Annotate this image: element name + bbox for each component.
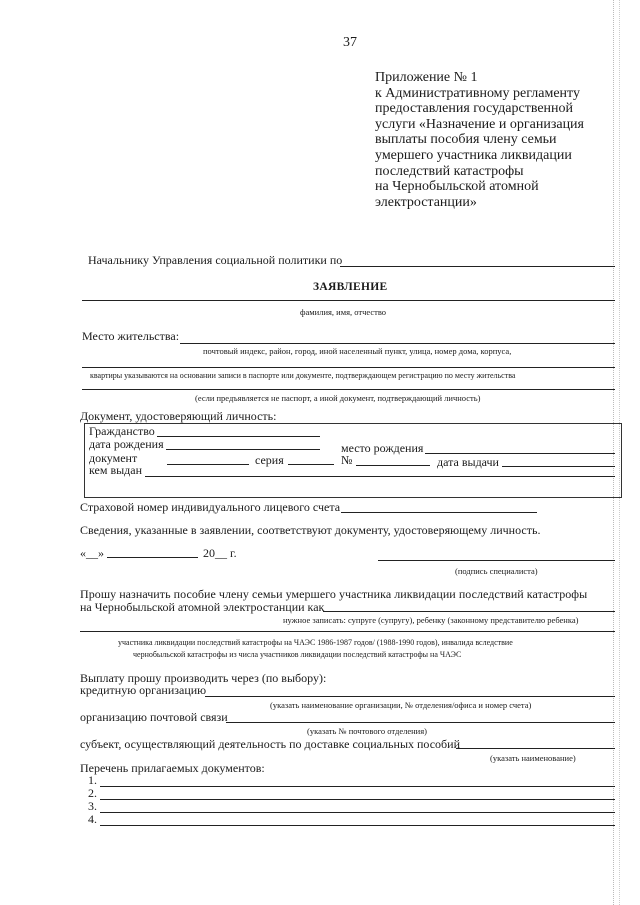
date-month-field[interactable] — [107, 557, 198, 558]
request-caption: участника ликвидации последствий катастрофы на ЧАЭС 1986-1987 годов/ (1988-1990 годов), инвалида вследствие — [118, 638, 513, 647]
fio-field[interactable] — [82, 300, 615, 301]
residence-caption: почтовый индекс, район, город, иной населенный пункт, улица, номер дома, корпуса, — [203, 346, 512, 356]
document-field[interactable] — [167, 464, 249, 465]
residence-field[interactable] — [180, 343, 615, 344]
birth-place-field[interactable] — [425, 453, 615, 454]
series-field[interactable] — [288, 464, 334, 465]
credit-org-field[interactable] — [205, 696, 615, 697]
date-year: 20__ г. — [203, 546, 237, 560]
citizenship-label: Гражданство — [89, 424, 155, 438]
attachment-number: 3. — [88, 799, 97, 813]
credit-org-caption: (указать наименование организации, № отделения/офиса и номер счета) — [270, 700, 532, 710]
appendix-line: умершего участника ликвидации — [375, 147, 572, 163]
delivery-label: субъект, осуществляющий деятельность по доставке социальных пособий — [80, 737, 461, 751]
form-title: ЗАЯВЛЕНИЕ — [313, 281, 388, 293]
specialist-caption: (подпись специалиста) — [455, 566, 538, 576]
issued-by-field[interactable] — [145, 476, 615, 477]
post-org-label: организацию почтовой связи — [80, 710, 228, 724]
identity-label: Документ, удостоверяющий личность: — [80, 409, 277, 423]
residence-field-3[interactable] — [82, 389, 615, 390]
issue-date-field[interactable] — [502, 466, 615, 467]
delivery-caption: (указать наименование) — [490, 753, 576, 763]
request-relation-field-2[interactable] — [80, 631, 615, 632]
appendix-line: последствий катастрофы — [375, 163, 524, 179]
addressee-label: Начальнику Управления социальной политики по — [88, 253, 343, 267]
request-caption: нужное записать: супруге (супругу), ребенку (законному представителю ребенка) — [283, 615, 579, 625]
appendix-line: выплаты пособия члену семьи — [375, 132, 557, 148]
attachment-number: 4. — [88, 812, 97, 826]
attachment-field[interactable] — [100, 786, 615, 787]
appendix-line: предоставления государственной — [375, 101, 574, 117]
attachment-number: 1. — [88, 773, 97, 787]
document-label: документ — [89, 451, 138, 465]
series-label: серия — [255, 453, 284, 467]
specialist-signature-field[interactable] — [378, 560, 615, 561]
residence-caption: (если предъявляется не паспорт, а иной документ, подтверждающий личность) — [195, 393, 481, 403]
residence-label: Место жительства: — [82, 329, 180, 343]
conformity-text: Сведения, указанные в заявлении, соответствуют документу, удостоверяющему личность. — [80, 523, 541, 537]
attachment-field[interactable] — [100, 812, 615, 813]
page-number: 37 — [343, 35, 357, 50]
fio-caption: фамилия, имя, отчество — [300, 307, 387, 317]
attachments-label: Перечень прилагаемых документов: — [80, 761, 265, 775]
request-line-1: Прошу назначить пособие члену семьи умершего участника ликвидации последствий катастрофы — [80, 587, 588, 601]
payment-label: Выплату прошу производить через (по выбору): — [80, 671, 327, 685]
attachment-field[interactable] — [100, 799, 615, 800]
insurance-label: Страховой номер индивидуального лицевого счета — [80, 500, 341, 514]
request-line-2: на Чернобыльской атомной электростанции как — [80, 600, 325, 614]
credit-org-label: кредитную организацию — [80, 683, 207, 697]
attachment-number: 2. — [88, 786, 97, 800]
issue-date-label: дата выдачи — [437, 455, 499, 469]
appendix-line: электростанции» — [375, 194, 477, 210]
addressee-field[interactable] — [340, 266, 615, 267]
identity-box — [84, 423, 622, 498]
appendix-header — [375, 70, 620, 210]
number-field[interactable] — [356, 465, 430, 466]
delivery-field[interactable] — [456, 748, 615, 749]
request-caption: чернобыльской катастрофы из числа участников ликвидации последствий катастрофы на ЧАЭС — [133, 650, 462, 659]
insurance-field[interactable] — [341, 512, 537, 513]
birth-date-field[interactable] — [166, 449, 320, 450]
appendix-line: услуги «Назначение и организация — [375, 116, 584, 132]
request-relation-field[interactable] — [323, 611, 615, 612]
attachment-field[interactable] — [100, 825, 615, 826]
appendix-line: Приложение № 1 — [375, 70, 478, 85]
date-day: «__» — [80, 546, 104, 560]
appendix-line: к Административному регламенту — [375, 85, 580, 101]
post-org-field[interactable] — [226, 722, 615, 723]
appendix-line: на Чернобыльской атомной — [375, 179, 539, 195]
birth-place-label: место рождения — [341, 441, 424, 455]
residence-field-2[interactable] — [82, 367, 615, 368]
post-org-caption: (указать № почтового отделения) — [307, 726, 427, 736]
residence-caption: квартиры указываются на основании записи в паспорте или документе, подтверждающем регистрацию по месту жительства — [90, 371, 516, 380]
birth-date-label: дата рождения — [89, 437, 164, 451]
citizenship-field[interactable] — [157, 436, 320, 437]
number-label: № — [341, 453, 353, 467]
issued-by-label: кем выдан — [89, 463, 143, 477]
